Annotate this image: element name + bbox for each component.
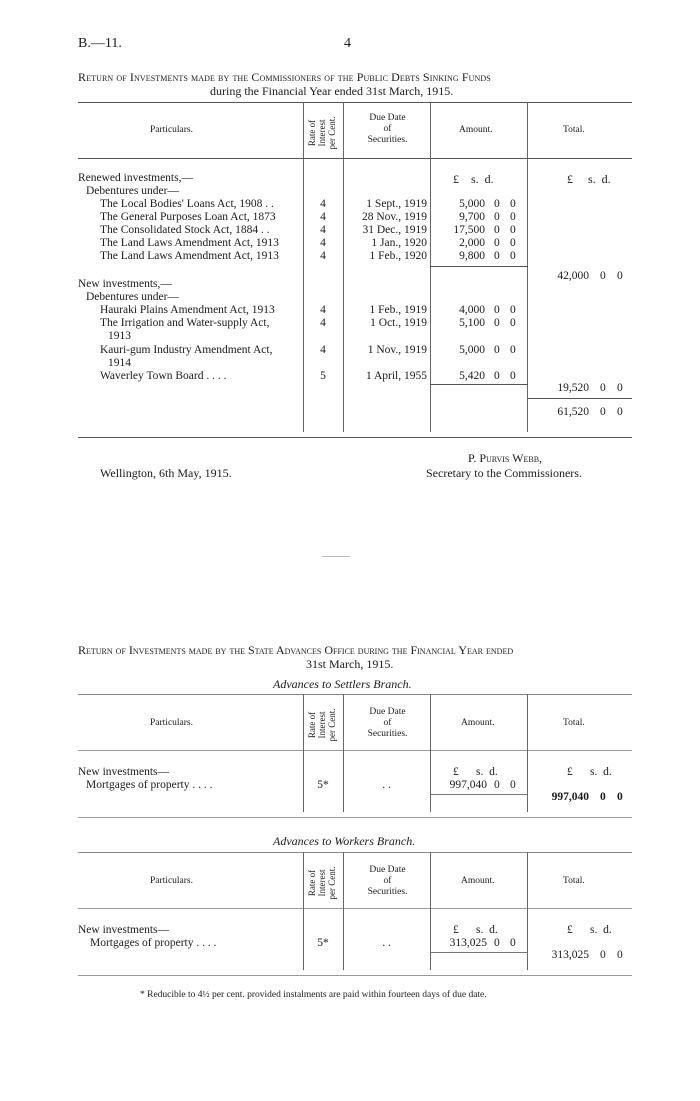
section-workers-branch: Advances to Workers Branch.: [273, 834, 416, 848]
table-row-due: 1 Sept., 1919: [366, 198, 427, 210]
new-investments-label: New investments—: [78, 766, 170, 778]
table-row-due: . .: [382, 937, 391, 949]
new-total-s: 0: [600, 382, 606, 394]
table-row-amount: 5,000: [459, 198, 485, 210]
renewed-total-d: 0: [617, 270, 623, 282]
new-total: 19,520: [557, 382, 589, 394]
table1-title: Return of Investments made by the Commissioners of the Public Debts Sinking Funds: [78, 70, 491, 84]
table-row-name: The Local Bodies' Loans Act, 1908 . .: [100, 198, 274, 210]
table-row-d: 0: [510, 250, 516, 262]
debentures-label: Debentures under—: [86, 291, 179, 303]
renewed-total-s: 0: [600, 270, 606, 282]
total-units: £ s. d.: [567, 766, 612, 778]
settlers-total-s: 0: [600, 791, 606, 803]
table-row-rate: 4: [320, 250, 326, 262]
table-row-due: . .: [382, 779, 391, 791]
table-row-s: 0: [494, 211, 500, 223]
table-row-s: 0: [494, 937, 500, 949]
table-row-rate: 4: [320, 237, 326, 249]
table1-header-rule: [78, 158, 632, 159]
table-row-name: The Irrigation and Water-supply Act,: [100, 317, 270, 329]
grand-total: 61,520: [557, 406, 589, 418]
particulars-header: Particulars.: [150, 718, 194, 728]
table-row-rate: 4: [320, 198, 326, 210]
subtotal-rule: [430, 266, 528, 267]
table-row-rate: 4: [320, 224, 326, 236]
table-row-d: 0: [510, 237, 516, 249]
table-row-due: 28 Nov., 1919: [361, 211, 427, 223]
table1-col-divider: [303, 102, 304, 432]
table-row-name: Waverley Town Board . . . .: [100, 370, 227, 382]
table-row-due: 1 Nov., 1919: [367, 344, 427, 356]
table-row-name: The General Purposes Loan Act, 1873: [100, 211, 276, 223]
table-row-rate: 5*: [317, 937, 329, 949]
renewed-investments-label: Renewed investments,—: [78, 172, 193, 184]
rate-header: Rate of Interest per Cent.: [307, 866, 337, 900]
table-row-rate: 5*: [317, 779, 329, 791]
table-row-s: 0: [494, 224, 500, 236]
table2-subtitle: 31st March, 1915.: [306, 657, 394, 671]
total-header: Total.: [563, 125, 585, 135]
rate-header: Rate of Interest per Cent.: [307, 708, 337, 742]
footnote: * Reducible to 4½ per cent. provided instalments are paid within fourteen days of due date.: [140, 990, 487, 1000]
new-investments-label: New investments,—: [78, 278, 172, 290]
table-row-amount: 313,025: [449, 937, 487, 949]
amount-units: £ s. d.: [453, 172, 494, 186]
total-units: £ s. d.: [567, 172, 611, 186]
settlers-header-rule: [78, 750, 632, 751]
rate-header: Rate of Interest per Cent.: [307, 116, 337, 150]
signatory-title: Secretary to the Commissioners.: [426, 466, 582, 480]
table-row-d: 0: [510, 370, 516, 382]
section-settlers-branch: Advances to Settlers Branch.: [273, 677, 412, 691]
table-row-d: 0: [510, 317, 516, 329]
table-row-d: 0: [510, 211, 516, 223]
table-row-amount: 5,100: [459, 317, 485, 329]
settlers-col-divider: [303, 694, 304, 812]
workers-header-rule: [78, 908, 632, 909]
table1-subtitle: during the Financial Year ended 31st March, 1915.: [210, 84, 454, 98]
table-row-due: 1 Feb., 1920: [369, 250, 427, 262]
table-row-name: Mortgages of property . . . .: [86, 779, 213, 791]
debentures-label: Debentures under—: [86, 185, 179, 197]
total-units: £ s. d.: [567, 924, 612, 936]
workers-total-d: 0: [617, 949, 623, 961]
workers-total-s: 0: [600, 949, 606, 961]
table-row-name: The Consolidated Stock Act, 1884 . .: [100, 224, 270, 236]
settlers-top-rule: [78, 694, 632, 695]
amount-units: £ s. d.: [453, 924, 498, 936]
table-row-due: 1 Jan., 1920: [371, 237, 427, 249]
table1-bottom-rule: [78, 437, 632, 438]
due-date-header: Due Date of Securities.: [367, 865, 408, 897]
table-row-name: The Land Laws Amendment Act, 1913: [100, 250, 279, 262]
amount-units: £ s. d.: [453, 766, 498, 778]
table-row-rate: 4: [320, 344, 326, 356]
grand-total-s: 0: [600, 406, 606, 418]
table-row-amount: 5,420: [459, 370, 485, 382]
new-total-d: 0: [617, 382, 623, 394]
grand-total-rule: [527, 398, 632, 399]
signatory-name: P. Purvis Webb,: [468, 451, 543, 465]
table1-top-rule: [78, 102, 632, 103]
table-row-name: Kauri-gum Industry Amendment Act,: [100, 344, 273, 356]
total-header: Total.: [563, 876, 585, 886]
table-row-amount: 997,040: [449, 779, 487, 791]
table-row-name-cont: 1913: [108, 330, 131, 342]
table2-title: Return of Investments made by the State Advances Office during the Financial Year ended: [78, 643, 514, 657]
table-row-name: Mortgages of property . . . .: [90, 937, 217, 949]
table-row-amount: 17,500: [453, 224, 485, 236]
table-row-amount: 9,700: [459, 211, 485, 223]
table-row-name: Hauraki Plains Amendment Act, 1913: [100, 304, 275, 316]
table-row-d: 0: [510, 937, 516, 949]
workers-col-divider: [303, 852, 304, 970]
settlers-col-divider: [343, 694, 344, 812]
place-date: Wellington, 6th May, 1915.: [100, 466, 232, 480]
workers-top-rule: [78, 852, 632, 853]
subtotal-rule: [430, 384, 528, 385]
renewed-total: 42,000: [557, 270, 589, 282]
table-row-s: 0: [494, 304, 500, 316]
settlers-total: 997,040: [551, 791, 589, 803]
table-row-d: 0: [510, 304, 516, 316]
due-date-header: Due Date of Securities.: [367, 707, 408, 739]
table-row-s: 0: [494, 237, 500, 249]
table-row-s: 0: [494, 779, 500, 791]
table-row-s: 0: [494, 198, 500, 210]
table-row-name-cont: 1914: [108, 357, 131, 369]
table-row-s: 0: [494, 370, 500, 382]
particulars-header: Particulars.: [150, 876, 194, 886]
table-row-s: 0: [494, 344, 500, 356]
divider: [322, 556, 350, 557]
table-row-d: 0: [510, 344, 516, 356]
table-row-d: 0: [510, 198, 516, 210]
table-row-amount: 5,000: [459, 344, 485, 356]
table-row-rate: 4: [320, 317, 326, 329]
amount-header: Amount.: [461, 876, 495, 886]
workers-col-divider: [343, 852, 344, 970]
subtotal-rule: [430, 952, 528, 953]
table-row-amount: 4,000: [459, 304, 485, 316]
page-number: 4: [344, 36, 351, 51]
table-row-due: 1 Feb., 1919: [369, 304, 427, 316]
grand-total-d: 0: [617, 406, 623, 418]
table-row-due: 31 Dec., 1919: [362, 224, 427, 236]
table-row-s: 0: [494, 250, 500, 262]
table-row-due: 1 Oct., 1919: [370, 317, 427, 329]
table-row-s: 0: [494, 317, 500, 329]
particulars-header: Particulars.: [150, 125, 194, 135]
table-row-d: 0: [510, 779, 516, 791]
table-row-due: 1 April, 1955: [365, 370, 427, 382]
table-row-rate: 5: [320, 370, 326, 382]
due-date-header: Due Date of Securities.: [367, 113, 408, 145]
table-row-amount: 2,000: [459, 237, 485, 249]
table-row-amount: 9,800: [459, 250, 485, 262]
workers-total: 313,025: [551, 949, 589, 961]
table-row-rate: 4: [320, 211, 326, 223]
workers-bottom-rule: [78, 975, 632, 976]
total-header: Total.: [563, 718, 585, 728]
table-row-rate: 4: [320, 304, 326, 316]
table1-col-divider: [430, 102, 431, 432]
amount-header: Amount.: [459, 125, 493, 135]
table-row-d: 0: [510, 224, 516, 236]
document-reference: B.—11.: [78, 36, 122, 51]
table-row-name: The Land Laws Amendment Act, 1913: [100, 237, 279, 249]
amount-header: Amount.: [461, 718, 495, 728]
new-investments-label: New investments—: [78, 924, 170, 936]
subtotal-rule: [430, 794, 528, 795]
settlers-bottom-rule: [78, 817, 632, 818]
table1-col-divider: [343, 102, 344, 432]
settlers-total-d: 0: [617, 791, 623, 803]
